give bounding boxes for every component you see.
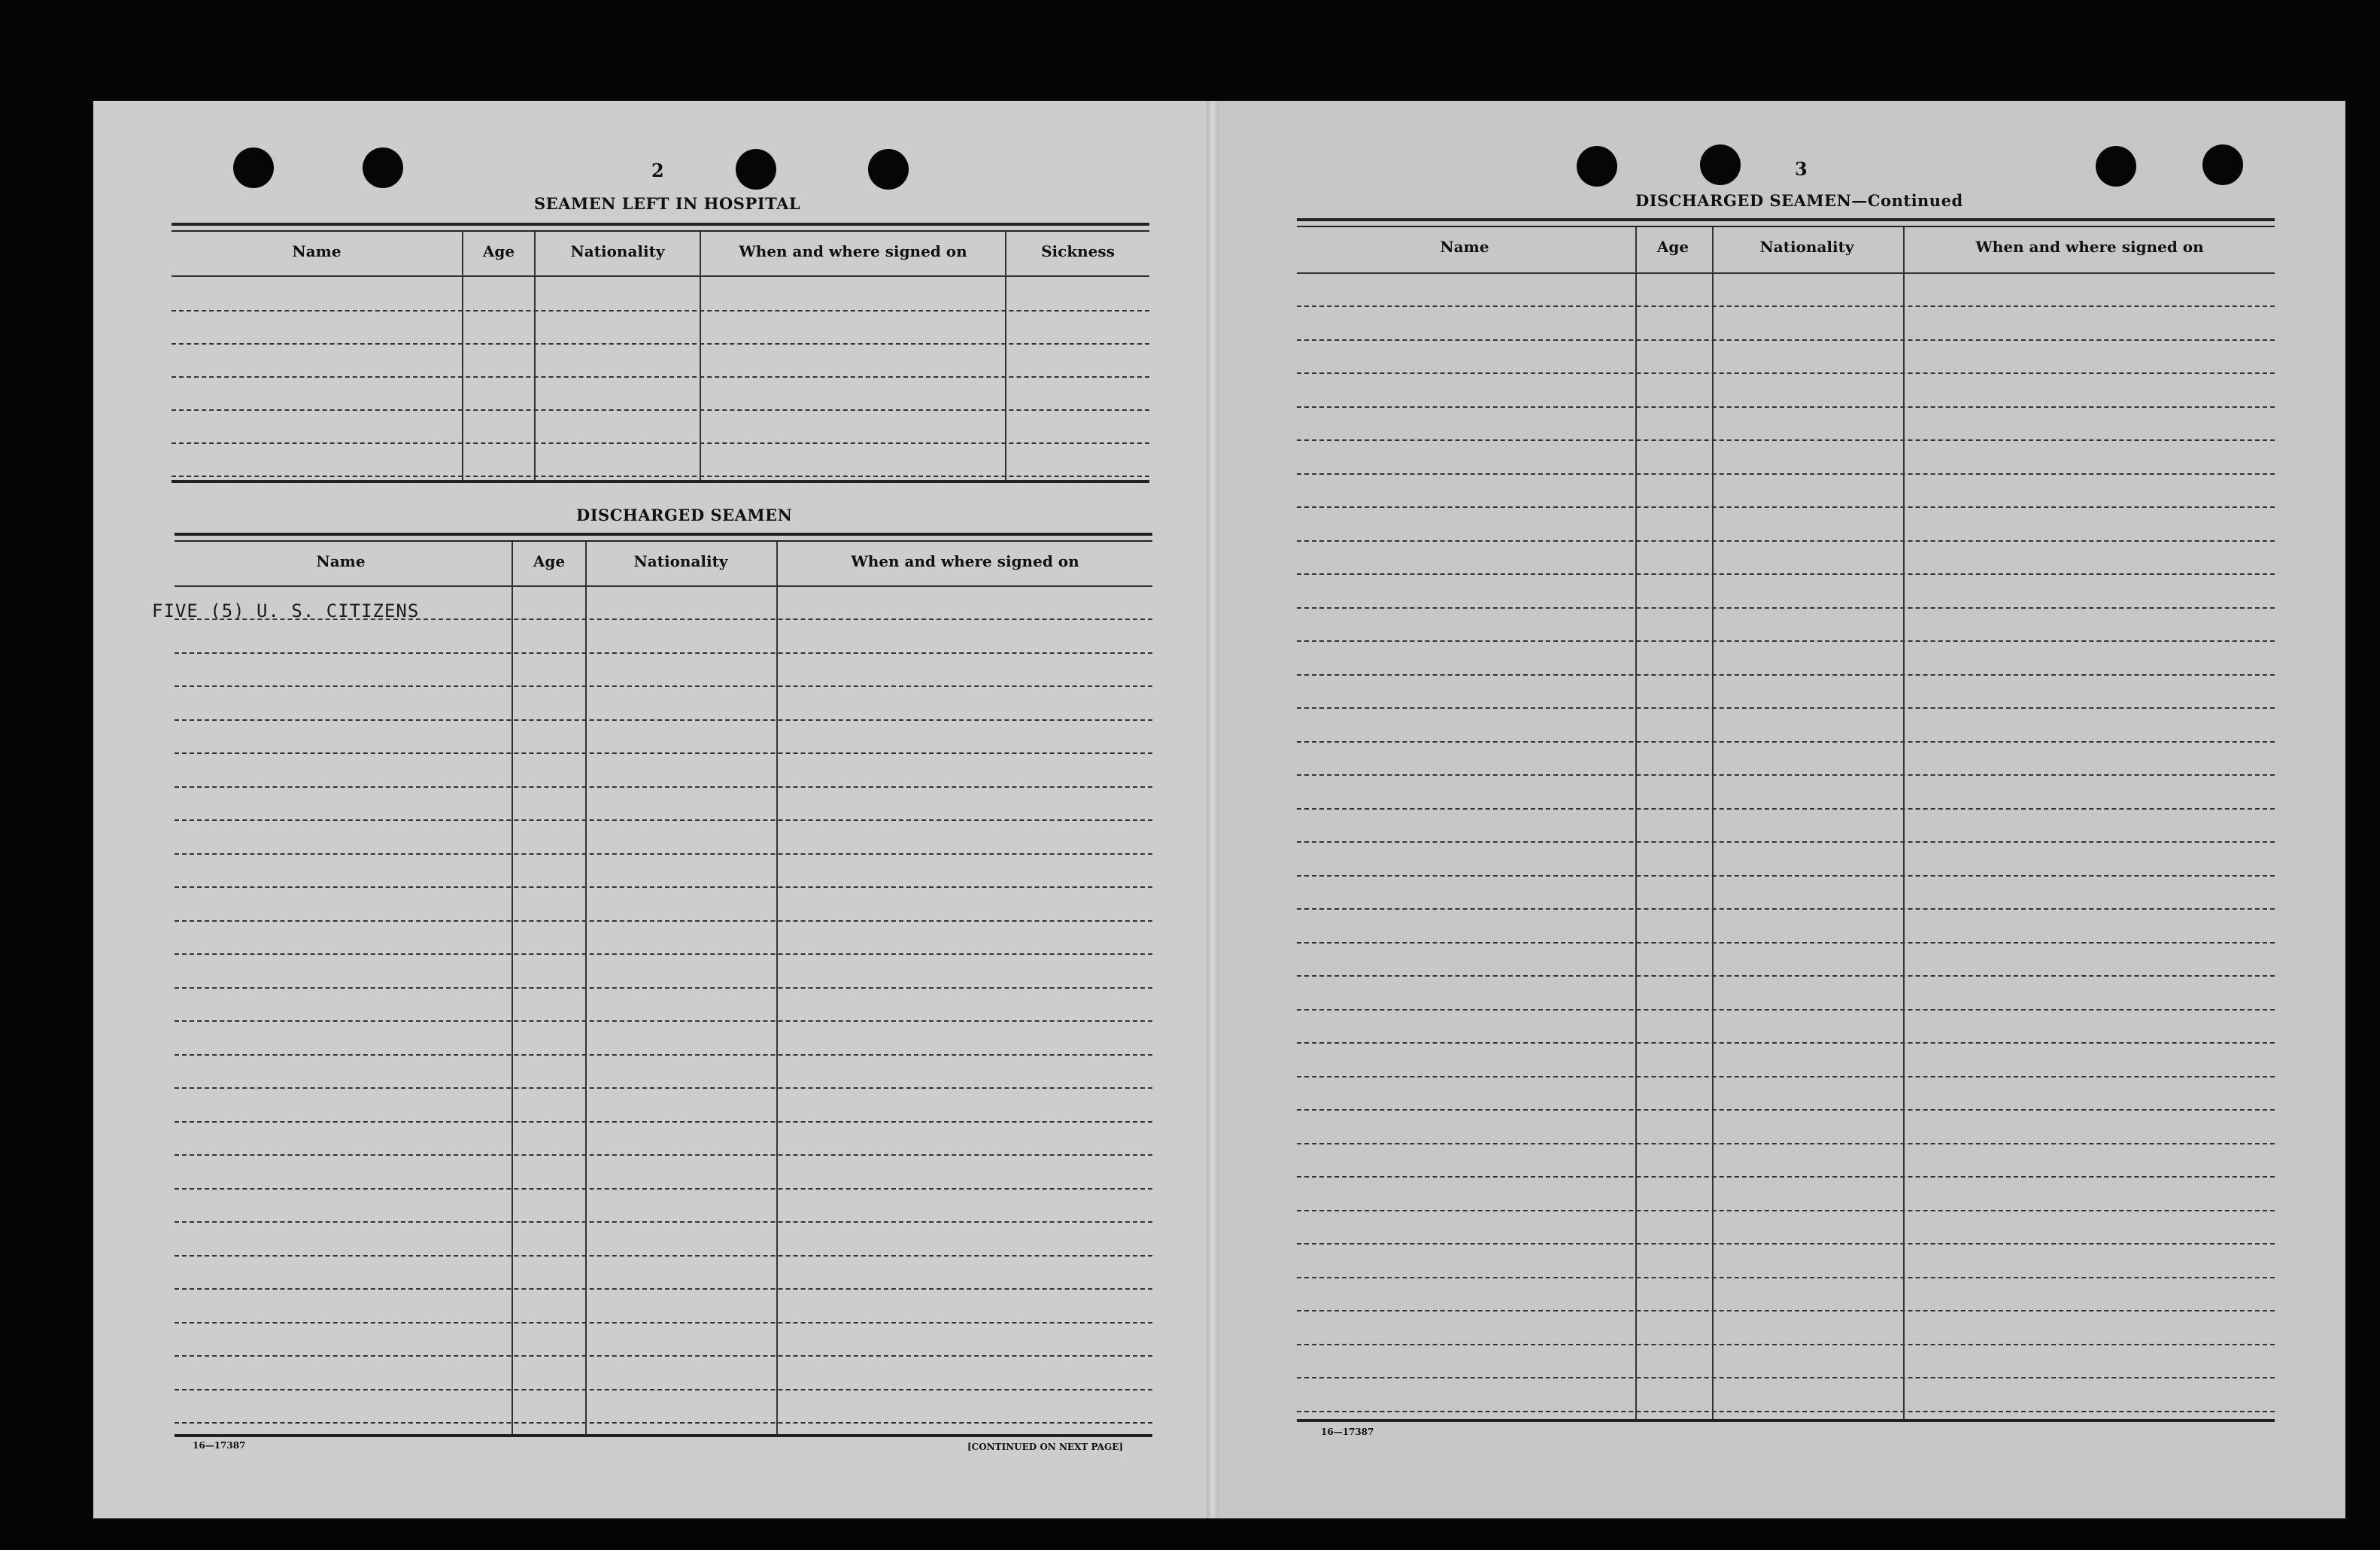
ruled-line (1297, 540, 2275, 542)
ruled-line (175, 1020, 1152, 1022)
ruled-line (1297, 372, 2275, 374)
ruled-line (175, 987, 1152, 989)
hospital-section-title: SEAMEN LEFT IN HOSPITAL (534, 194, 801, 213)
continued-note: [CONTINUED ON NEXT PAGE] (967, 1442, 1124, 1452)
form-number: 16—17387 (193, 1440, 246, 1451)
ruled-line (1297, 1076, 2275, 1077)
ruled-line (1297, 1377, 2275, 1378)
ruled-line (175, 1355, 1152, 1357)
form-number: 16—17387 (1321, 1427, 1374, 1437)
ruled-line (1297, 908, 2275, 910)
discharged-col-signed-on: When and where signed on (851, 552, 1079, 570)
punch-hole (1700, 144, 1741, 185)
ruled-line (1297, 1277, 2275, 1278)
discharged-col-nationality: Nationality (633, 552, 728, 570)
right-col-signed-on: When and where signed on (1975, 238, 2204, 256)
ruled-line (1297, 406, 2275, 408)
ruled-line (175, 886, 1152, 888)
ruled-line (175, 685, 1152, 687)
ruled-line (175, 719, 1152, 721)
ruled-line (1297, 305, 2275, 307)
ruled-line (1297, 1042, 2275, 1044)
page-number: 3 (1795, 158, 1808, 180)
ruled-line (1297, 1210, 2275, 1211)
ruled-line (1297, 339, 2275, 341)
ruled-line (175, 1288, 1152, 1290)
ruled-line (1297, 707, 2275, 709)
punch-hole (868, 149, 909, 190)
ruled-line (175, 1188, 1152, 1190)
ruled-line (1297, 607, 2275, 609)
ruled-line (175, 1087, 1152, 1089)
ruled-line (1297, 1176, 2275, 1178)
hospital-col-sickness: Sickness (1041, 242, 1115, 260)
right-section-title: DISCHARGED SEAMEN—Continued (1635, 191, 1963, 210)
discharged-col-name: Name (316, 552, 366, 570)
ruled-line (175, 819, 1152, 821)
ruled-line (175, 853, 1152, 855)
ruled-line (1297, 473, 2275, 475)
right-col-nationality: Nationality (1759, 238, 1854, 256)
ruled-line (1297, 640, 2275, 642)
punch-hole (363, 147, 403, 188)
ruled-line (175, 652, 1152, 654)
ruled-line (1297, 439, 2275, 441)
ruled-line (1297, 506, 2275, 508)
right-page (1219, 101, 2345, 1518)
ruled-line (1297, 1009, 2275, 1011)
right-col-name: Name (1440, 238, 1489, 256)
punch-hole (2202, 144, 2243, 185)
punch-hole (736, 149, 776, 190)
discharged-section-title: DISCHARGED SEAMEN (576, 506, 793, 524)
discharged-col-age: Age (533, 552, 566, 570)
ruled-line (175, 1154, 1152, 1156)
ruled-line (1297, 841, 2275, 843)
ruled-line (175, 786, 1152, 788)
hospital-col-nationality: Nationality (570, 242, 665, 260)
right-col-age: Age (1656, 238, 1689, 256)
ruled-line (1297, 741, 2275, 743)
hospital-col-age: Age (482, 242, 515, 260)
ruled-line (175, 953, 1152, 955)
hospital-col-name: Name (292, 242, 342, 260)
page-number: 2 (651, 160, 664, 181)
left-page (93, 101, 1207, 1518)
ruled-line (1297, 1109, 2275, 1111)
ruled-line (1297, 1411, 2275, 1412)
ruled-line (1297, 1243, 2275, 1245)
hospital-col-signed-on: When and where signed on (739, 242, 967, 260)
ruled-line (175, 1422, 1152, 1424)
ruled-line (1297, 942, 2275, 944)
ruled-line (1297, 774, 2275, 776)
ruled-line (1297, 674, 2275, 676)
ruled-line (175, 1221, 1152, 1223)
ruled-line (1297, 1143, 2275, 1144)
punch-hole (233, 147, 274, 188)
ruled-line (1297, 975, 2275, 977)
ruled-line (175, 920, 1152, 922)
ruled-line (1297, 808, 2275, 810)
ruled-line (175, 1322, 1152, 1324)
scanned-form (93, 101, 2345, 1518)
ruled-line (1297, 573, 2275, 575)
discharged-entry: FIVE (5) U. S. CITIZENS (152, 600, 420, 622)
ruled-line (1297, 1310, 2275, 1311)
punch-hole (1577, 146, 1617, 187)
ruled-line (175, 1389, 1152, 1390)
ruled-line (175, 1255, 1152, 1257)
ruled-line (175, 752, 1152, 754)
page-fold (1207, 101, 1219, 1518)
punch-hole (2096, 146, 2136, 187)
ruled-line (175, 1121, 1152, 1123)
ruled-line (1297, 1344, 2275, 1345)
ruled-line (175, 1054, 1152, 1056)
ruled-line (1297, 875, 2275, 877)
